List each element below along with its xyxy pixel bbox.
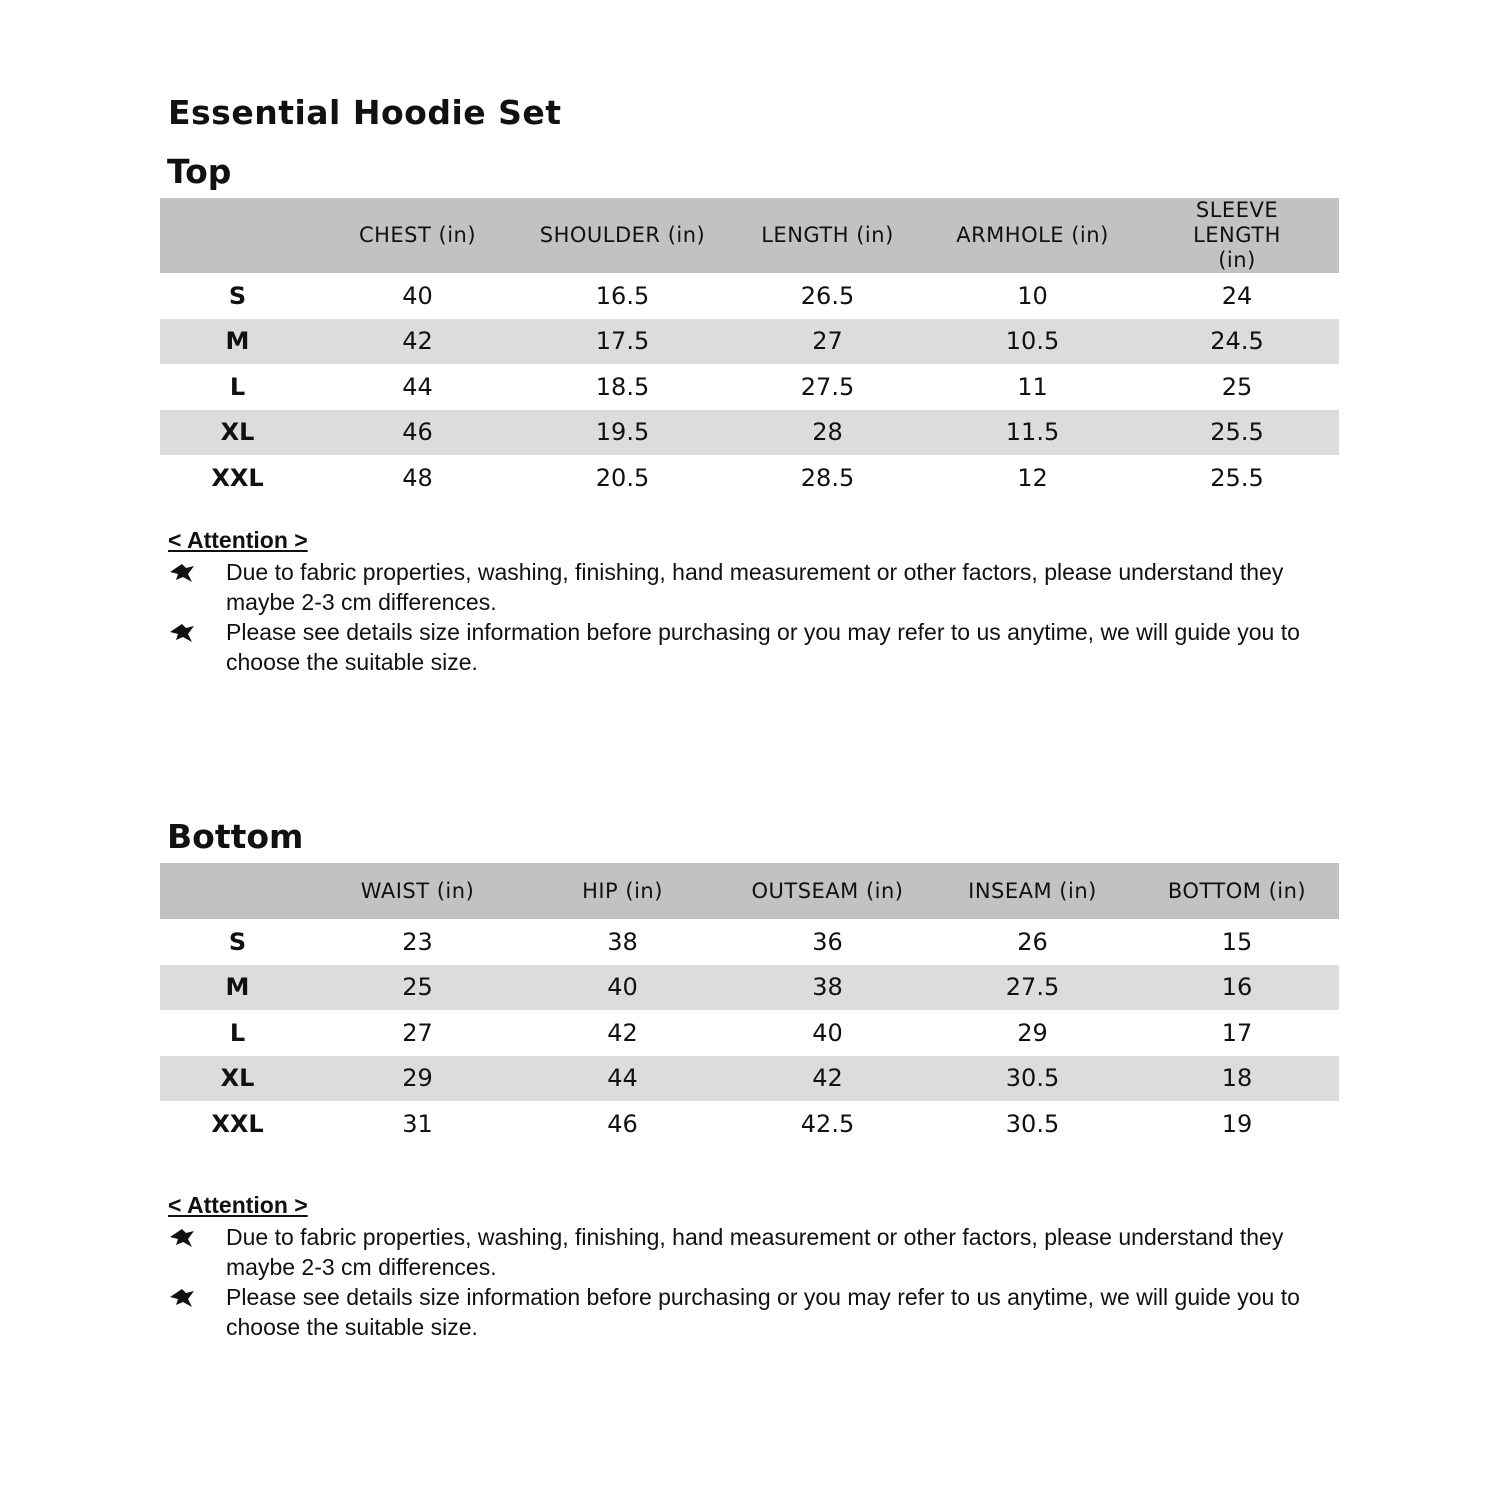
- table-cell: 36: [812, 927, 843, 956]
- table-cell: 26: [1017, 927, 1048, 956]
- table-cell: 24.5: [1135, 319, 1339, 365]
- table-cell: 12: [1017, 463, 1048, 492]
- column-header: SHOULDER (in): [520, 198, 725, 273]
- table-row: [160, 364, 1339, 410]
- table-cell: 42: [607, 1018, 638, 1047]
- table-cell: 17.5: [520, 319, 725, 365]
- column-header: [160, 198, 315, 273]
- size-label: XL: [160, 1056, 315, 1102]
- table-cell: 16.5: [595, 281, 650, 310]
- size-label: L: [229, 1018, 246, 1047]
- table-cell: 44: [520, 1056, 725, 1102]
- table-cell: 18.5: [595, 372, 650, 401]
- attention-note: [168, 557, 1338, 617]
- column-header: HIP (in): [520, 863, 725, 919]
- table-cell: 44: [402, 372, 433, 401]
- attention-note: [168, 1282, 1338, 1342]
- table-row: [160, 965, 1339, 1011]
- attention-notes-top: [168, 527, 1338, 677]
- table-cell: 18: [1135, 1056, 1339, 1102]
- attention-note-text: Due to fabric properties, washing, finishing, hand measurement or other factors, please understand they maybe 2-3 cm differences.: [226, 1224, 1284, 1280]
- pushpin-icon: [168, 620, 196, 644]
- column-header: [160, 863, 315, 919]
- table-cell: 38: [725, 965, 930, 1011]
- table-cell: 40: [812, 1018, 843, 1047]
- top-size-table: [160, 198, 1339, 501]
- table-row: [160, 1010, 1339, 1056]
- table-cell: 27.5: [930, 965, 1135, 1011]
- table-cell: 26.5: [800, 281, 855, 310]
- column-header: CHEST (in): [315, 198, 520, 273]
- size-label: S: [228, 927, 247, 956]
- table-cell: 25: [1221, 372, 1253, 401]
- column-header: LENGTH (in): [725, 198, 930, 273]
- table-cell: 11: [1017, 372, 1048, 401]
- size-label: XXL: [211, 463, 264, 492]
- table-cell: 38: [607, 927, 638, 956]
- attention-note-text: Due to fabric properties, washing, finishing, hand measurement or other factors, please understand they maybe 2-3 cm differences.: [226, 559, 1284, 615]
- table-cell: 46: [607, 1109, 638, 1138]
- table-cell: 40: [402, 281, 433, 310]
- table-header-row: [160, 863, 1339, 919]
- table-cell: 42.5: [800, 1109, 855, 1138]
- table-row: [160, 919, 1339, 965]
- table-cell: 25: [315, 965, 520, 1011]
- table-cell: 28: [725, 410, 930, 456]
- table-cell: 10: [1017, 281, 1048, 310]
- table-cell: 46: [315, 410, 520, 456]
- table-cell: 23: [402, 927, 433, 956]
- column-header: SLEEVE LENGTH (in): [1135, 198, 1339, 273]
- table-cell: 27: [725, 319, 930, 365]
- table-header-row: [160, 198, 1339, 273]
- column-header: WAIST (in): [315, 863, 520, 919]
- page-title: Essential Hoodie Set: [168, 93, 562, 132]
- attention-notes-bottom: [168, 1192, 1338, 1342]
- table-cell: 25.5: [1210, 463, 1264, 492]
- attention-note: [168, 617, 1338, 677]
- table-cell: 27.5: [800, 372, 855, 401]
- attention-note: [168, 1222, 1338, 1282]
- table-cell: 42: [315, 319, 520, 365]
- table-cell: 19: [1221, 1109, 1253, 1138]
- column-header: BOTTOM (in): [1135, 863, 1339, 919]
- table-row: [160, 455, 1339, 501]
- table-cell: 25.5: [1135, 410, 1339, 456]
- table-cell: 17: [1221, 1018, 1253, 1047]
- table-cell: 24: [1221, 281, 1253, 310]
- table-cell: 30.5: [930, 1056, 1135, 1102]
- bottom-size-table: [160, 863, 1339, 1147]
- size-label: M: [160, 319, 315, 365]
- section-title-bottom: Bottom: [167, 817, 304, 856]
- table-cell: 19.5: [520, 410, 725, 456]
- attention-heading: < Attention >: [168, 1192, 308, 1218]
- table-row: [160, 1101, 1339, 1147]
- table-cell: 42: [725, 1056, 930, 1102]
- table-cell: 29: [1017, 1018, 1048, 1047]
- column-header: OUTSEAM (in): [725, 863, 930, 919]
- table-cell: 30.5: [1005, 1109, 1060, 1138]
- pushpin-icon: [168, 1225, 196, 1249]
- table-cell: 11.5: [930, 410, 1135, 456]
- column-header: ARMHOLE (in): [930, 198, 1135, 273]
- size-label: L: [229, 372, 246, 401]
- table-cell: 27: [402, 1018, 433, 1047]
- pushpin-icon: [168, 1285, 196, 1309]
- table-cell: 10.5: [930, 319, 1135, 365]
- table-row: [160, 1056, 1339, 1102]
- table-cell: 16: [1135, 965, 1339, 1011]
- pushpin-icon: [168, 560, 196, 584]
- size-label: M: [160, 965, 315, 1011]
- table-cell: 28.5: [800, 463, 855, 492]
- table-cell: 48: [402, 463, 433, 492]
- size-label: S: [228, 281, 247, 310]
- size-label: XL: [160, 410, 315, 456]
- attention-note-text: Please see details size information before purchasing or you may refer to us anytime, we will guide you to choose the suitable size.: [226, 619, 1300, 675]
- table-cell: 15: [1221, 927, 1253, 956]
- attention-heading: < Attention >: [168, 527, 308, 553]
- table-cell: 29: [315, 1056, 520, 1102]
- table-row: [160, 410, 1339, 456]
- column-header: INSEAM (in): [930, 863, 1135, 919]
- section-title-top: Top: [167, 152, 232, 191]
- size-label: XXL: [211, 1109, 264, 1138]
- table-cell: 40: [520, 965, 725, 1011]
- attention-note-text: Please see details size information before purchasing or you may refer to us anytime, we will guide you to choose the suitable size.: [226, 1284, 1300, 1340]
- table-row: [160, 319, 1339, 365]
- table-row: [160, 273, 1339, 319]
- table-cell: 20.5: [595, 463, 650, 492]
- table-cell: 31: [402, 1109, 433, 1138]
